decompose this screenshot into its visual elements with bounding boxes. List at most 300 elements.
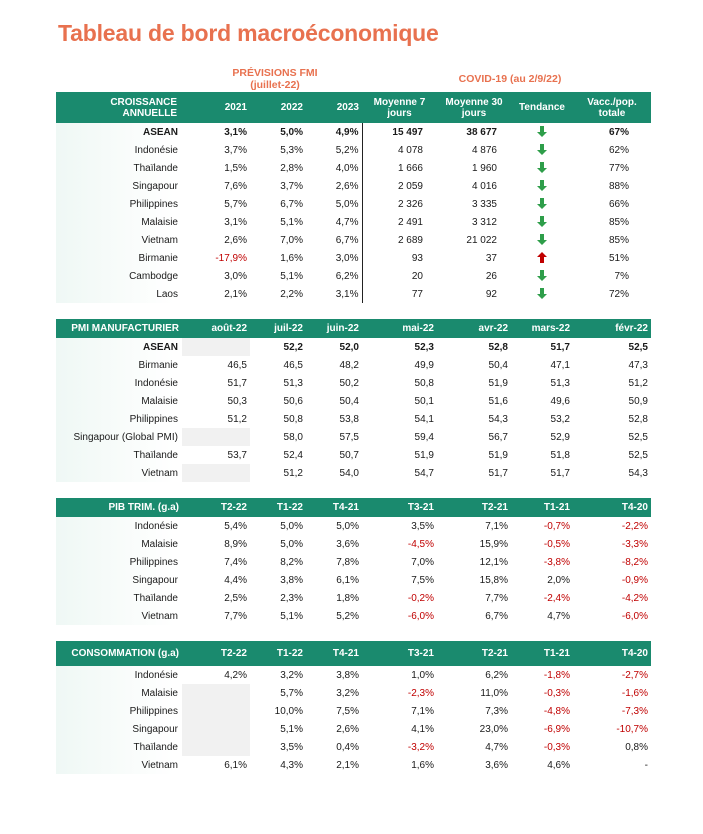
table-cell — [182, 720, 250, 738]
table-cell: 7,6% — [224, 180, 247, 192]
row-label: Thaïlande — [56, 738, 182, 756]
table-cell: 26 — [485, 270, 497, 282]
table-cell: 7,4% — [224, 556, 247, 568]
table-cell: 6,2% — [306, 267, 362, 285]
table-cell: 8,9% — [224, 538, 247, 550]
table-cell: 5,0% — [336, 520, 359, 532]
table-cell: -2,3% — [407, 687, 434, 699]
imf-forecast-header: PRÉVISIONS FMI (juillet-22) — [232, 67, 318, 91]
table-cell: 4,6% — [547, 759, 570, 771]
table-cell: 72% — [608, 288, 629, 300]
row-label: Vietnam — [56, 231, 182, 249]
table-cell: 4,7% — [547, 610, 570, 622]
table-cell: 1 666 — [397, 162, 423, 174]
table-cell: 51% — [608, 252, 629, 264]
row-label: Malaisie — [56, 535, 182, 553]
trend-down-arrow-icon — [511, 195, 573, 213]
row-label: Malaisie — [56, 684, 182, 702]
table-cell: 7,0% — [280, 234, 303, 246]
table-cell: 38 677 — [466, 126, 497, 138]
table-cell: 51,2 — [628, 377, 648, 389]
table-cell: 2,6% — [336, 723, 359, 735]
table-cell: 7,7% — [224, 610, 247, 622]
row-label: Vietnam — [56, 607, 182, 625]
table-cell: 3,0% — [224, 270, 247, 282]
table-cell: 3,1% — [306, 285, 362, 303]
table-cell: 1,6% — [411, 759, 434, 771]
table-cell: 4 016 — [471, 180, 497, 192]
table-cell: 52,9 — [550, 431, 570, 443]
table-cell: 8,2% — [280, 556, 303, 568]
table-cell: -3,3% — [621, 538, 648, 550]
table-cell: 51,8 — [550, 449, 570, 461]
table-cell: 53,7 — [227, 449, 247, 461]
table-cell: 50,6 — [283, 395, 303, 407]
table-cell: 57,5 — [339, 431, 359, 443]
table-cell: 2 689 — [397, 234, 423, 246]
column-header-consommation-g-a: CONSOMMATION (g.a) — [56, 641, 182, 666]
table-cell: 51,9 — [488, 377, 508, 389]
arrow-down-icon — [537, 288, 547, 299]
table-cell: 48,2 — [339, 359, 359, 371]
table-cell: - — [644, 759, 648, 771]
table-cell: 6,1% — [336, 574, 359, 586]
row-label: Indonésie — [56, 141, 182, 159]
table-row — [56, 356, 651, 374]
table-cell: 77% — [608, 162, 629, 174]
row-label: Vietnam — [56, 756, 182, 774]
table-row — [56, 553, 651, 571]
trend-down-arrow-icon — [511, 141, 573, 159]
table-cell: 2 059 — [397, 180, 423, 192]
table-cell — [182, 428, 250, 446]
table-cell: 50,7 — [339, 449, 359, 461]
column-header-t1-21: T1-21 — [511, 641, 573, 666]
table-cell: -0,3% — [543, 741, 570, 753]
column-header-avr-22: avr-22 — [437, 319, 511, 338]
table-cell: 7,8% — [336, 556, 359, 568]
row-label: Indonésie — [56, 517, 182, 535]
table-cell: 3,5% — [280, 741, 303, 753]
table-row — [56, 374, 651, 392]
table-row — [56, 517, 651, 535]
column-header-t4-21: T4-21 — [306, 641, 362, 666]
row-label: Indonésie — [56, 374, 182, 392]
arrow-down-icon — [537, 162, 547, 173]
table-cell — [182, 464, 250, 482]
column-header-croissance-annuelle: CROISSANCE ANNUELLE — [56, 92, 182, 123]
table-cell: -7,3% — [621, 705, 648, 717]
table-cell: 2,5% — [224, 592, 247, 604]
table-cell: 5,2% — [336, 610, 359, 622]
table-cell: 3,8% — [336, 669, 359, 681]
table-row — [56, 464, 651, 482]
table-cell: 7% — [614, 270, 629, 282]
table-cell: 52,5 — [628, 431, 648, 443]
table-row — [56, 141, 651, 159]
table-cell: 4,7% — [485, 741, 508, 753]
table-cell: 50,8 — [283, 413, 303, 425]
table-cell: 3,2% — [280, 669, 303, 681]
table-cell: -2,4% — [543, 592, 570, 604]
row-label: Singapour — [56, 571, 182, 589]
table-cell: 7,5% — [411, 574, 434, 586]
table-cell: 3 335 — [471, 198, 497, 210]
table-row — [56, 720, 651, 738]
table-cell: 6,7% — [306, 231, 362, 249]
column-header-juin-22: juin-22 — [306, 319, 362, 338]
table-cell — [182, 684, 250, 702]
table-cell: -3,8% — [543, 556, 570, 568]
table-row — [56, 213, 651, 231]
column-header-2022: 2022 — [250, 92, 306, 123]
table-cell: 2,6% — [224, 234, 247, 246]
column-header-fevr-22: févr-22 — [573, 319, 651, 338]
table-cell: 51,9 — [414, 449, 434, 461]
table-row — [56, 756, 651, 774]
table-cell: 5,2% — [306, 141, 362, 159]
table-cell: -0,9% — [621, 574, 648, 586]
table-cell — [182, 702, 250, 720]
table-row — [56, 159, 651, 177]
column-header-t2-21: T2-21 — [437, 641, 511, 666]
column-header-2023: 2023 — [306, 92, 362, 123]
row-label: Thaïlande — [56, 446, 182, 464]
table-cell: 56,7 — [488, 431, 508, 443]
table-row — [56, 249, 651, 267]
table-cell: 1,6% — [280, 252, 303, 264]
table-cell: 4,4% — [224, 574, 247, 586]
table-cell: -17,9% — [215, 252, 247, 264]
page-title: Tableau de bord macroéconomique — [58, 20, 439, 46]
table-row — [56, 428, 651, 446]
table-cell: 85% — [608, 216, 629, 228]
table-row — [56, 684, 651, 702]
row-label: Philippines — [56, 553, 182, 571]
consumption-table — [56, 641, 651, 774]
trend-up-arrow-icon — [511, 249, 573, 267]
column-header-t4-20: T4-20 — [573, 498, 651, 517]
column-header-pib-trim-g-a: PIB TRIM. (g.a) — [56, 498, 182, 517]
column-header-t3-21: T3-21 — [362, 641, 437, 666]
table-cell: 5,7% — [224, 198, 247, 210]
table-cell: 51,9 — [488, 449, 508, 461]
table-cell: 51,3 — [550, 377, 570, 389]
table-cell: 2 326 — [397, 198, 423, 210]
table-cell: 50,4 — [488, 359, 508, 371]
row-label: Birmanie — [56, 356, 182, 374]
table-row — [56, 666, 651, 684]
table-row — [56, 571, 651, 589]
table-cell — [182, 338, 250, 356]
table-cell: 6,1% — [224, 759, 247, 771]
table-cell: 11,0% — [480, 687, 508, 699]
table-cell: 5,0% — [280, 520, 303, 532]
table-cell: 5,1% — [280, 723, 303, 735]
table-cell: 51,7 — [550, 341, 570, 353]
table-cell: 5,3% — [280, 144, 303, 156]
table-cell: -0,2% — [407, 592, 434, 604]
table-row — [56, 392, 651, 410]
row-label: ASEAN — [56, 123, 182, 141]
table-cell: 52,5 — [628, 449, 648, 461]
table-row — [56, 410, 651, 428]
table-cell: -1,6% — [621, 687, 648, 699]
trend-down-arrow-icon — [511, 177, 573, 195]
table-cell: 21 022 — [466, 234, 497, 246]
trend-down-arrow-icon — [511, 159, 573, 177]
table-cell: 49,9 — [414, 359, 434, 371]
table-cell: 77 — [411, 288, 423, 300]
row-label: Singapour (Global PMI) — [56, 428, 182, 446]
table-cell: 10,0% — [274, 705, 303, 717]
table-cell: -10,7% — [616, 723, 648, 735]
table-cell: 46,5 — [283, 359, 303, 371]
column-header-t1-21: T1-21 — [511, 498, 573, 517]
table-row — [56, 738, 651, 756]
table-cell: 52,2 — [283, 341, 303, 353]
table-cell: 0,8% — [625, 741, 648, 753]
arrow-down-icon — [537, 198, 547, 209]
row-label: Thaïlande — [56, 159, 182, 177]
table-cell: 3,7% — [280, 180, 303, 192]
table-cell: 2,1% — [224, 288, 247, 300]
table-cell: 3,1% — [224, 216, 247, 228]
table-cell: 50,9 — [628, 395, 648, 407]
table-cell: 3,6% — [336, 538, 359, 550]
table-cell: 3,2% — [336, 687, 359, 699]
table-cell: -3,2% — [407, 741, 434, 753]
table-cell: 2 491 — [397, 216, 423, 228]
table-cell: 23,0% — [479, 723, 508, 735]
column-header-t2-22: T2-22 — [182, 498, 250, 517]
table-cell: 51,6 — [488, 395, 508, 407]
table-cell: 4 078 — [397, 144, 423, 156]
table-cell: 51,7 — [227, 377, 247, 389]
table-cell: 54,0 — [339, 467, 359, 479]
row-label: Singapour — [56, 720, 182, 738]
table-cell: 5,0% — [306, 195, 362, 213]
table-cell: 4 876 — [471, 144, 497, 156]
trend-down-arrow-icon — [511, 213, 573, 231]
table-cell: 50,1 — [414, 395, 434, 407]
table-cell: 1,5% — [224, 162, 247, 174]
table-row — [56, 446, 651, 464]
table-cell: 52,4 — [283, 449, 303, 461]
table-cell: 5,7% — [280, 687, 303, 699]
table-row — [56, 589, 651, 607]
table-cell: 3,1% — [224, 126, 247, 138]
table-cell: 2,2% — [280, 288, 303, 300]
trend-down-arrow-icon — [511, 231, 573, 249]
table-cell: -1,8% — [543, 669, 570, 681]
table-row — [56, 702, 651, 720]
row-label: Birmanie — [56, 249, 182, 267]
table-cell: 85% — [608, 234, 629, 246]
table-row — [56, 177, 651, 195]
arrow-down-icon — [537, 216, 547, 227]
table-cell: 7,5% — [336, 705, 359, 717]
arrow-down-icon — [537, 270, 547, 281]
table-cell: 7,7% — [485, 592, 508, 604]
row-label: Philippines — [56, 195, 182, 213]
table-cell: -4,8% — [543, 705, 570, 717]
table-cell: -6,9% — [543, 723, 570, 735]
table-cell: -0,3% — [543, 687, 570, 699]
table-cell: 5,1% — [280, 270, 303, 282]
table-cell: 66% — [608, 198, 629, 210]
pmi-table — [56, 319, 651, 482]
table-cell: 52,0 — [339, 341, 359, 353]
table-cell: 51,2 — [227, 413, 247, 425]
row-label: Vietnam — [56, 464, 182, 482]
column-header-t4-20: T4-20 — [573, 641, 651, 666]
table-cell: 50,4 — [339, 395, 359, 407]
covid-header: COVID-19 (au 2/9/22) — [458, 73, 562, 85]
table-cell: 3 312 — [471, 216, 497, 228]
table-cell: 2,8% — [280, 162, 303, 174]
column-header-pmi-manufacturier: PMI MANUFACTURIER — [56, 319, 182, 338]
table-cell: 50,8 — [414, 377, 434, 389]
table-row — [56, 195, 651, 213]
table-cell: 7,3% — [485, 705, 508, 717]
table-cell: 92 — [485, 288, 497, 300]
table-cell: 52,3 — [414, 341, 434, 353]
column-header-mai-22: mai-22 — [362, 319, 437, 338]
table-cell: 4,0% — [306, 159, 362, 177]
table-cell: 53,2 — [550, 413, 570, 425]
table-cell: 47,1 — [550, 359, 570, 371]
table-cell: 58,0 — [283, 431, 303, 443]
table-row — [56, 535, 651, 553]
column-header-tendance: Tendance — [511, 92, 573, 123]
table-cell: 54,3 — [488, 413, 508, 425]
table-cell: 52,8 — [628, 413, 648, 425]
row-label: Laos — [56, 285, 182, 303]
table-cell: 3,6% — [485, 759, 508, 771]
table-row — [56, 123, 651, 141]
table-cell: 7,0% — [411, 556, 434, 568]
table-cell: 15,8% — [479, 574, 508, 586]
row-label: Malaisie — [56, 392, 182, 410]
trend-down-arrow-icon — [511, 267, 573, 285]
table-cell: 4,1% — [411, 723, 434, 735]
table-cell: 2,3% — [280, 592, 303, 604]
table-cell: 51,7 — [550, 467, 570, 479]
table-row — [56, 607, 651, 625]
table-cell: 54,3 — [628, 467, 648, 479]
table-cell: 54,7 — [414, 467, 434, 479]
table-cell: 3,8% — [280, 574, 303, 586]
growth-covid-table — [56, 92, 651, 303]
table-cell: 50,2 — [339, 377, 359, 389]
table-cell: 3,5% — [411, 520, 434, 532]
table-cell: 52,5 — [628, 341, 648, 353]
column-header-juil-22: juil-22 — [250, 319, 306, 338]
arrow-down-icon — [537, 126, 547, 137]
row-label: Malaisie — [56, 213, 182, 231]
table-cell: 6,2% — [485, 669, 508, 681]
table-cell: 51,7 — [488, 467, 508, 479]
table-cell: 5,0% — [280, 126, 303, 138]
table-cell: 46,5 — [227, 359, 247, 371]
table-cell: 1 960 — [471, 162, 497, 174]
table-row — [56, 267, 651, 285]
table-cell: 6,7% — [280, 198, 303, 210]
table-cell: 49,6 — [550, 395, 570, 407]
table-cell: 37 — [485, 252, 497, 264]
table-cell: -8,2% — [621, 556, 648, 568]
table-cell: -2,2% — [621, 520, 648, 532]
table-cell: -2,7% — [621, 669, 648, 681]
table-cell: 4,3% — [280, 759, 303, 771]
table-cell: -0,7% — [543, 520, 570, 532]
row-label: Singapour — [56, 177, 182, 195]
table-cell: -4,2% — [621, 592, 648, 604]
row-label: ASEAN — [56, 338, 182, 356]
arrow-down-icon — [537, 144, 547, 155]
table-cell: 51,2 — [283, 467, 303, 479]
table-cell: 53,8 — [339, 413, 359, 425]
row-label: Cambodge — [56, 267, 182, 285]
table-cell: -4,5% — [407, 538, 434, 550]
table-cell: 88% — [608, 180, 629, 192]
table-cell: -6,0% — [407, 610, 434, 622]
arrow-down-icon — [537, 234, 547, 245]
table-cell: 67% — [608, 126, 629, 138]
table-cell — [182, 738, 250, 756]
column-header-t4-21: T4-21 — [306, 498, 362, 517]
column-header-t1-22: T1-22 — [250, 641, 306, 666]
table-cell: 93 — [411, 252, 423, 264]
table-cell: 7,1% — [411, 705, 434, 717]
table-row — [56, 231, 651, 249]
column-header-t3-21: T3-21 — [362, 498, 437, 517]
table-cell: 2,0% — [547, 574, 570, 586]
table-cell: 59,4 — [414, 431, 434, 443]
arrow-up-icon — [537, 252, 547, 263]
column-header-t2-22: T2-22 — [182, 641, 250, 666]
table-cell: 5,0% — [280, 538, 303, 550]
column-header-2021: 2021 — [182, 92, 250, 123]
column-header-vacc-pop-totale: Vacc./pop. totale — [573, 92, 651, 123]
table-cell: 4,7% — [306, 213, 362, 231]
table-cell: 1,8% — [336, 592, 359, 604]
table-cell: 5,4% — [224, 520, 247, 532]
trend-down-arrow-icon — [511, 123, 573, 141]
table-cell: 5,1% — [280, 216, 303, 228]
column-header-t2-21: T2-21 — [437, 498, 511, 517]
row-label: Philippines — [56, 410, 182, 428]
table-cell: 0,4% — [336, 741, 359, 753]
table-cell: 52,8 — [488, 341, 508, 353]
table-cell: 3,7% — [224, 144, 247, 156]
table-cell: 54,1 — [414, 413, 434, 425]
row-label: Thaïlande — [56, 589, 182, 607]
table-cell: 62% — [608, 144, 629, 156]
table-cell: 4,2% — [224, 669, 247, 681]
column-header-moyenne-7-jours: Moyenne 7 jours — [362, 92, 437, 123]
table-cell: -0,5% — [543, 538, 570, 550]
table-cell: 1,0% — [411, 669, 434, 681]
table-row — [56, 338, 651, 356]
column-header-aout-22: août-22 — [182, 319, 250, 338]
column-header-t1-22: T1-22 — [250, 498, 306, 517]
column-header-moyenne-30-jours: Moyenne 30 jours — [437, 92, 511, 123]
table-cell: -6,0% — [621, 610, 648, 622]
table-cell: 15 497 — [392, 126, 423, 138]
table-cell: 2,1% — [336, 759, 359, 771]
